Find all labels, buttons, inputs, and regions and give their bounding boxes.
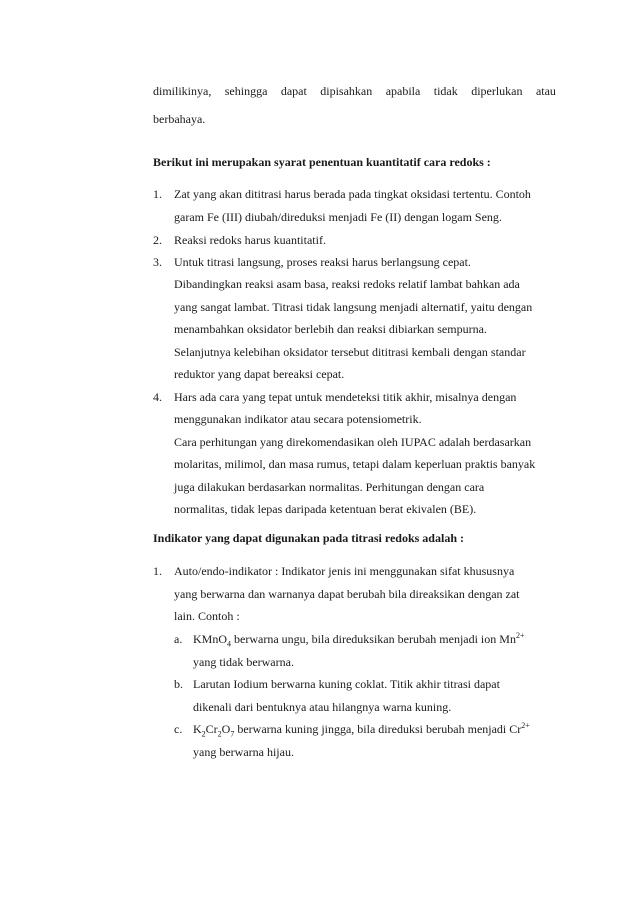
subscript: 2 [201,729,206,739]
list-item-line: Hars ada cara yang tepat untuk mendeteksi titik akhir, misalnya dengan [174,390,517,404]
sub-list-letter: b. [174,677,183,691]
subscript: 7 [230,729,235,739]
list-item-line: lain. Contoh : [174,609,240,623]
list-item-line: yang sangat lambat. Titrasi tidak langsung menjadi alternatif, yaitu dengan [174,300,533,314]
intro-line-2: berbahaya. [153,112,206,126]
list-item-line: Selanjutnya kelebihan oksidator tersebut dititrasi kembali dengan standar [174,345,526,359]
list-number: 1. [153,187,162,201]
superscript: 2+ [515,631,525,640]
list-item-line: menggunakan indikator atau secara potensiometrik. [174,412,422,426]
sub-list-item-line [193,721,530,739]
word: dimilikinya, [153,84,212,98]
text: berwarna kuning jingga, bila direduksi berubah menjadi Cr [234,722,522,736]
list-item-line: Cara perhitungan yang direkomendasikan oleh IUPAC adalah berdasarkan [174,435,532,449]
sub-list-item-line: Larutan Iodium berwarna kuning coklat. Titik akhir titrasi dapat [193,677,500,691]
list-item-line: menambahkan oksidator berlebih dan reaksi dibiarkan sempurna. [174,322,487,336]
list-item-line: normalitas, tidak lepas daripada ketentuan berat ekivalen (BE). [174,502,477,516]
section-heading: Berikut ini merupakan syarat penentuan kuantitatif cara redoks : [153,155,491,169]
list-item-line: juga dilakukan berdasarkan normalitas. Perhitungan dengan cara [174,480,485,494]
superscript: 2+ [521,721,530,730]
list-item-line: Zat yang akan dititrasi harus berada pada tingkat oksidasi tertentu. Contoh [174,187,531,201]
formula-text: KMnO [193,632,228,646]
list-item-line: garam Fe (III) diubah/direduksi menjadi Fe (II) dengan logam Seng. [174,210,502,224]
word: tidak [433,84,458,98]
sub-list-item-line: dikenali dari bentuknya atau hilangnya warna kuning. [193,700,452,714]
list-item-line: Untuk titrasi langsung, proses reaksi harus berlangsung cepat. [174,255,471,269]
list-item-line: Auto/endo-indikator : Indikator jenis ini menggunakan sifat khususnya [174,564,515,578]
formula-text: O [221,722,231,736]
formula-text: K [193,722,202,736]
word: dipisahkan [320,84,373,98]
word: atau [535,84,556,98]
list-number: 1. [153,564,162,578]
section-heading: Indikator yang dapat digunakan pada titrasi redoks adalah : [153,531,464,545]
sub-list-item-line: yang tidak berwarna. [193,655,294,669]
word: diperlukan [471,84,523,98]
formula-text: Cr [205,722,218,736]
sub-list-letter: c. [174,722,183,736]
sub-list-letter: a. [174,632,183,646]
word: sehingga [224,84,268,98]
list-item-line: molaritas, milimol, dan masa rumus, tetapi dalam keperluan praktis banyak [174,457,536,471]
list-item-line: Reaksi redoks harus kuantitatif. [174,233,326,247]
word: apabila [385,84,421,98]
subscript: 4 [227,639,232,649]
subscript: 2 [217,729,222,739]
sub-list-item-line [193,631,525,649]
list-item-line: Dibandingkan reaksi asam basa, reaksi redoks relatif lambat bahkan ada [174,277,520,291]
word: dapat [280,84,307,98]
list-item-line: yang berwarna dan warnanya dapat berubah bila direaksikan dengan zat [174,587,520,601]
text: berwarna ungu, bila direduksikan berubah menjadi ion Mn [231,632,516,646]
list-number: 3. [153,255,162,269]
list-number: 2. [153,233,162,247]
intro-line-1 [153,84,556,98]
sub-list-item-line: yang berwarna hijau. [193,745,294,759]
list-number: 4. [153,390,162,404]
list-item-line: reduktor yang dapat bereaksi cepat. [174,367,345,381]
